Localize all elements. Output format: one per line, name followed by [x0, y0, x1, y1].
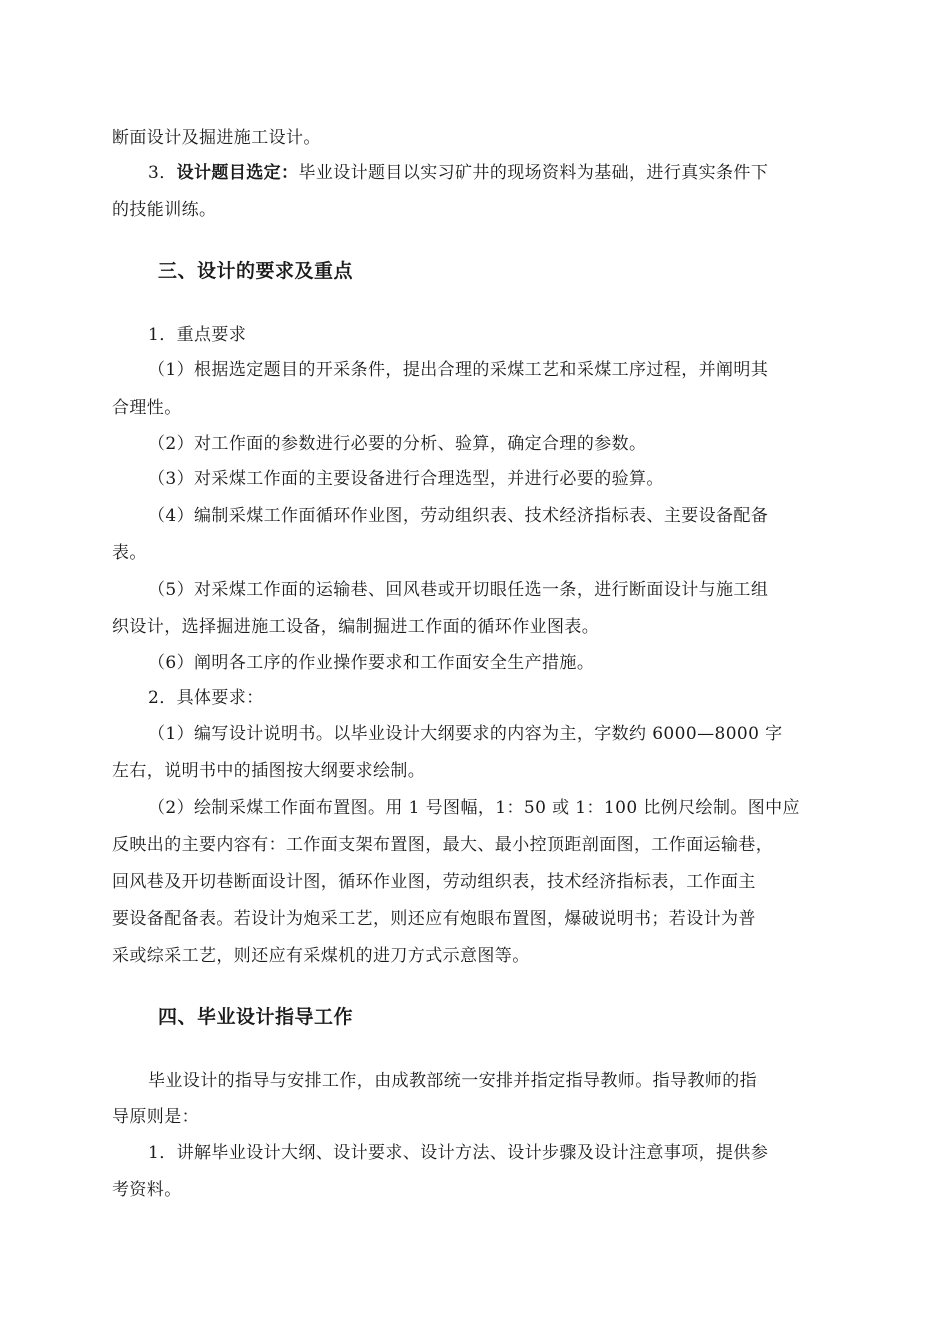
list-item: （3）对采煤工作面的主要设备进行合理选型，并进行必要的验算。: [148, 469, 664, 489]
list-item: （5）对采煤工作面的运输巷、回风巷或开切眼任选一条，进行断面设计与施工组: [148, 580, 769, 600]
item-number: 3．: [148, 163, 177, 183]
list-item-cont: 要设备配备表。若设计为炮采工艺，则还应有炮眼布置图，爆破说明书；若设计为普: [112, 909, 756, 929]
subheading: 2．具体要求：: [148, 688, 264, 708]
list-item-cont: 回风巷及开切巷断面设计图，循环作业图，劳动组织表，技术经济指标表，工作面主: [112, 872, 756, 892]
paragraph-line: 导原则是：: [112, 1107, 199, 1127]
list-item: （1）根据选定题目的开采条件，提出合理的采煤工艺和采煤工序过程，并阐明其: [148, 360, 769, 380]
list-item: （1）编写设计说明书。以毕业设计大纲要求的内容为主，字数约 6000—8000 字: [148, 724, 783, 744]
paragraph-line: 的技能训练。: [112, 200, 217, 220]
list-item-cont: 反映出的主要内容有：工作面支架布置图，最大、最小控顶距剖面图，工作面运输巷，: [112, 835, 774, 855]
subheading: 1．重点要求: [148, 325, 247, 345]
list-item: （2）绘制采煤工作面布置图。用 1 号图幅，1：50 或 1：100 比例尺绘制。图中应: [148, 798, 800, 818]
list-item: 1．讲解毕业设计大纲、设计要求、设计方法、设计步骤及设计注意事项，提供参: [148, 1143, 769, 1163]
list-item: （2）对工作面的参数进行必要的分析、验算，确定合理的参数。: [148, 434, 647, 454]
list-item-3: [148, 161, 768, 185]
list-item-cont: 考资料。: [112, 1180, 182, 1200]
item-text: 毕业设计题目以实习矿井的现场资料为基础，进行真实条件下: [298, 163, 769, 183]
item-label: 设计题目选定：: [176, 163, 299, 183]
paragraph-line: 毕业设计的指导与安排工作，由成教部统一安排并指定指导教师。指导教师的指: [148, 1071, 757, 1091]
list-item-cont: 织设计，选择掘进施工设备，编制掘进工作面的循环作业图表。: [112, 617, 600, 637]
list-item-cont: 左右，说明书中的插图按大纲要求绘制。: [112, 761, 426, 781]
list-item: （4）编制采煤工作面循环作业图，劳动组织表、技术经济指标表、主要设备配备: [148, 506, 769, 526]
list-item-cont: 采或综采工艺，则还应有采煤机的进刀方式示意图等。: [112, 946, 530, 966]
list-item-cont: 表。: [112, 543, 147, 563]
section-heading: 四、毕业设计指导工作: [158, 1006, 354, 1028]
section-heading: 三、设计的要求及重点: [158, 260, 354, 282]
list-item: （6）阐明各工序的作业操作要求和工作面安全生产措施。: [148, 653, 595, 673]
paragraph-line: 断面设计及掘进施工设计。: [112, 128, 321, 148]
list-item-cont: 合理性。: [112, 398, 182, 418]
